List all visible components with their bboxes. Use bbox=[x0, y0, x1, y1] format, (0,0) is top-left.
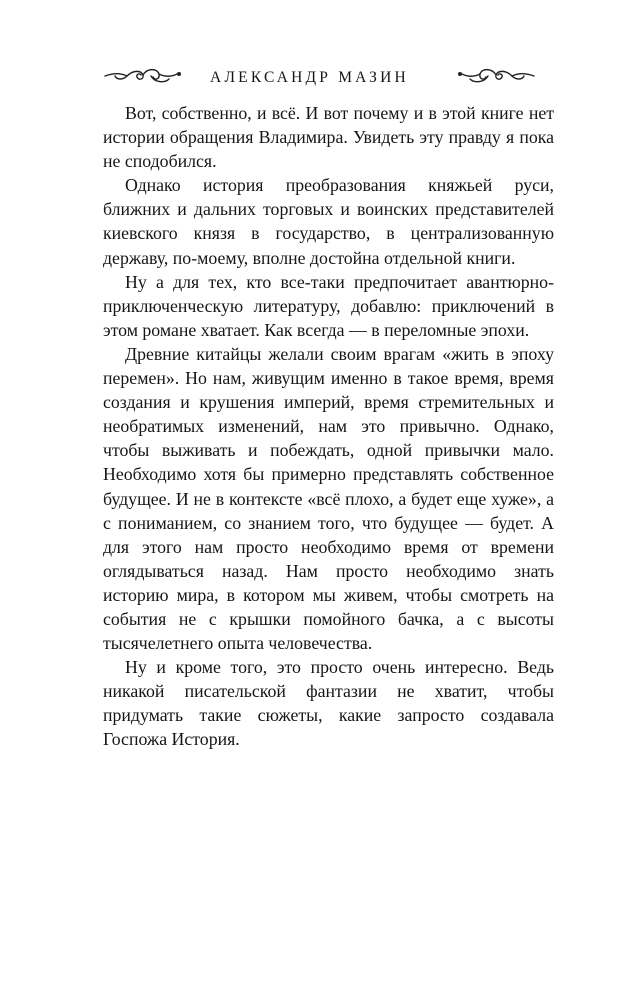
paragraph: Ну и кроме того, это просто очень интересно. Ведь никакой писательской фантазии не хватит, чтобы придумать такие сюжеты, какие запросто создавала Госпожа История. bbox=[103, 657, 554, 750]
flourish-ornament-icon bbox=[456, 64, 536, 86]
running-header bbox=[0, 62, 619, 92]
paragraph: Ну а для тех, кто все-таки предпочитает авантюрно-приключенческую литературу, добавлю: приключений в этом романе хватает. Как всегда — в переломные эпохи. bbox=[103, 271, 554, 340]
running-title: АЛЕКСАНДР МАЗИН bbox=[210, 69, 409, 86]
paragraph: Однако история преобразования княжьей руси, ближних и дальних торговых и воинских представителей киевского князя в государство, в централизованную державу, по-моему, вполне достойна отдельной книги. bbox=[103, 175, 554, 268]
body-text bbox=[103, 101, 554, 752]
paragraph: Вот, собственно, и всё. И вот почему и в этой книге нет истории обращения Владимира. Увидеть эту правду я пока не сподобился. bbox=[103, 103, 554, 172]
paragraph: Древние китайцы желали своим врагам «жить в эпоху перемен». Но нам, живущим именно в такое время, время создания и крушения империй, время стремительных и необратимых изменений, нам это привычно. Однако, чтобы выживать и побеждать, одной привычки мало. Необходимо хотя бы примерно представлять собственное будущее. И не в контексте «всё плохо, а будет еще хуже», а с пониманием, со знанием того, что будущее — будет. А для этого нам просто необходимо время от времени оглядываться назад. Нам просто необходимо знать историю мира, в котором мы живем, чтобы смотреть на события не с крышки помойного бачка, а с высоты тысячелетнего опыта человечества. bbox=[103, 343, 554, 654]
